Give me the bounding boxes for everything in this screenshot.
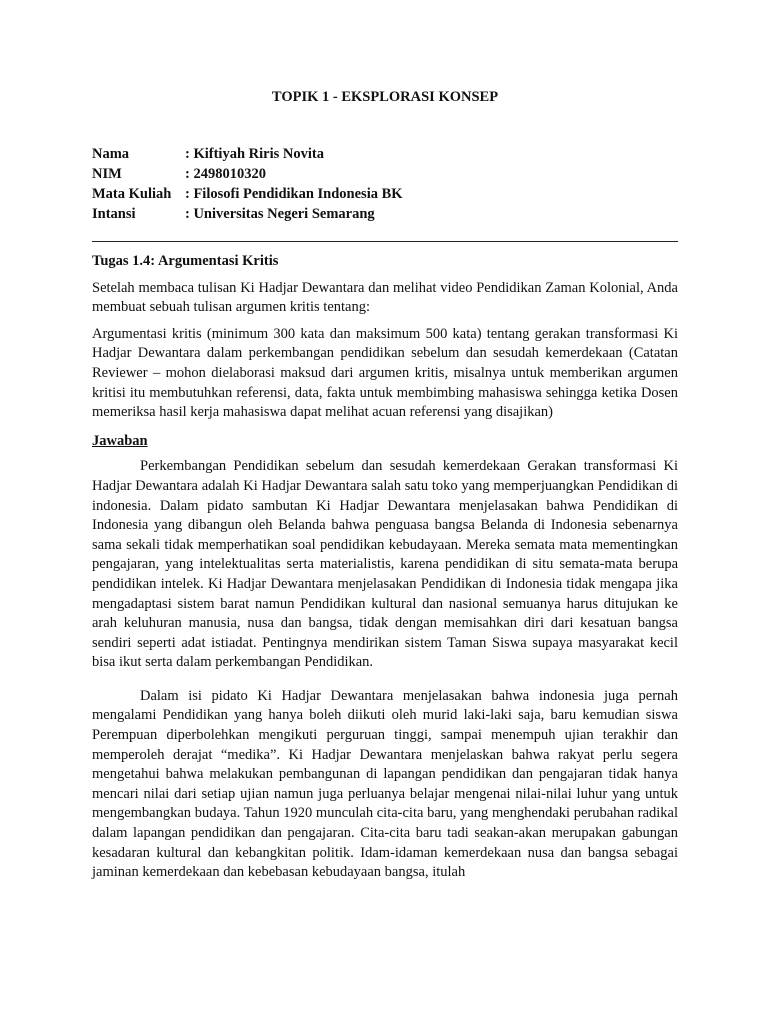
identity-row-course (92, 184, 678, 204)
identity-row-institution (92, 204, 678, 224)
identity-label: Intansi (92, 206, 136, 222)
identity-row-name (92, 144, 678, 164)
identity-value: : Universitas Negeri Semarang (185, 206, 375, 222)
instruction-paragraph: Argumentasi kritis (minimum 300 kata dan maksimum 500 kata) tentang gerakan transformasi Ki Hadjar Dewantara dalam perkembangan pendidikan sebelum dan sesudah kemerdekaan (Catatan Reviewer – mohon dielaborasi maksud dari argumen kritis, misalnya untuk memberikan argumen kritisi itu membutuhkan referensi, data, fakta untuk membimbing mahasiswa sehingga ketika Dosen memeriksa hasil kerja mahasiswa dapat melihat acuan referensi yang disajikan) (92, 325, 678, 421)
identity-block (92, 144, 678, 224)
identity-label: Nama (92, 146, 130, 162)
instruction-paragraph: Setelah membaca tulisan Ki Hadjar Dewantara dan melihat video Pendidikan Zaman Kolonial, Anda membuat sebuah tulisan argumen kritis tentang: (92, 279, 678, 316)
answer-paragraph: Perkembangan Pendidikan sebelum dan sesudah kemerdekaan Gerakan transformasi Ki Hadjar Dewantara adalah Ki Hadjar Dewantara salah satu toko yang memperjuangkan Pendidikan di indonesia. Dalam pidato sambutan Ki Hadjar Dewantara menjelasakan bahwa Pendidikan di Indonesia yang dibangun oleh Belanda bahwa penguasa bangsa Belanda di Indonesia sebenarnya sama sekali tidak memperhatikan soal pendidikan kebudayaan. Mereka semata mata mementingkan pengajaran, yang intelektualitas serta materialistis, karena pendidikan di situ semata-mata berupa pendidikan intelek. Ki Hadjar Dewantara menjelasakan Pendidikan di Indonesia tidak mengapa jika mengadaptasi sistem barat namun Pendidikan kultural dan nasional semuanya harus ditujukan ke arah keluhuran manusia, nusa dan bangsa, tidak dengan memisahkan diri dari kesatuan bangsa sendiri seperti adat istiadat. Pentingnya mendirikan sistem Taman Siswa supaya masyarakat kecil bisa ikut serta dalam perkembangan Pendidikan. (92, 458, 678, 671)
document-title: TOPIK 1 - EKSPLORASI KONSEP (271, 89, 499, 105)
answer-heading: Jawaban (92, 432, 148, 449)
identity-label: Mata Kuliah (92, 186, 172, 202)
document-body (92, 252, 678, 897)
identity-row-nim (92, 164, 678, 184)
identity-label: NIM (92, 166, 122, 182)
identity-value: : Filosofi Pendidikan Indonesia BK (185, 186, 403, 202)
task-title: Tugas 1.4: Argumentasi Kritis (92, 253, 279, 269)
answer-paragraph: Dalam isi pidato Ki Hadjar Dewantara menjelasakan bahwa indonesia juga pernah mengalami Pendidikan yang hanya boleh diikuti oleh murid laki-laki saja, baru kemudian siswa Perempuan diperbolehkan mengikuti perguruan tinggi, sampai menempuh ujian terakhir dan memperoleh derajat “medika”. Ki Hadjar Dewantara menjelaskan bahwa rakyat perlu segera mengetahui bahwa melakukan pembangunan di lapangan pendidikan dan pengajaran tidak hanya mencari nilai dari setiap ujian namun juga perluanya belajar mengenai nilai-nilai luhur yang untuk mengembangkan budaya. Tahun 1920 munculah cita-cita baru, yang menghendaki perubahan radikal dalam lapangan pendidikan dan pengajaran. Cita-cita baru tadi seakan-akan merupakan gabungan kesadaran kultural dan kebangkitan politik. Idam-idaman kemerdekaan nusa dan bangsa sebagai jaminan kemerdekaan dan kebebasan kebudayaan bangsa, itulah (92, 687, 678, 881)
horizontal-divider (92, 241, 678, 242)
identity-value: : Kiftiyah Riris Novita (185, 146, 324, 162)
identity-value: : 2498010320 (185, 166, 266, 182)
